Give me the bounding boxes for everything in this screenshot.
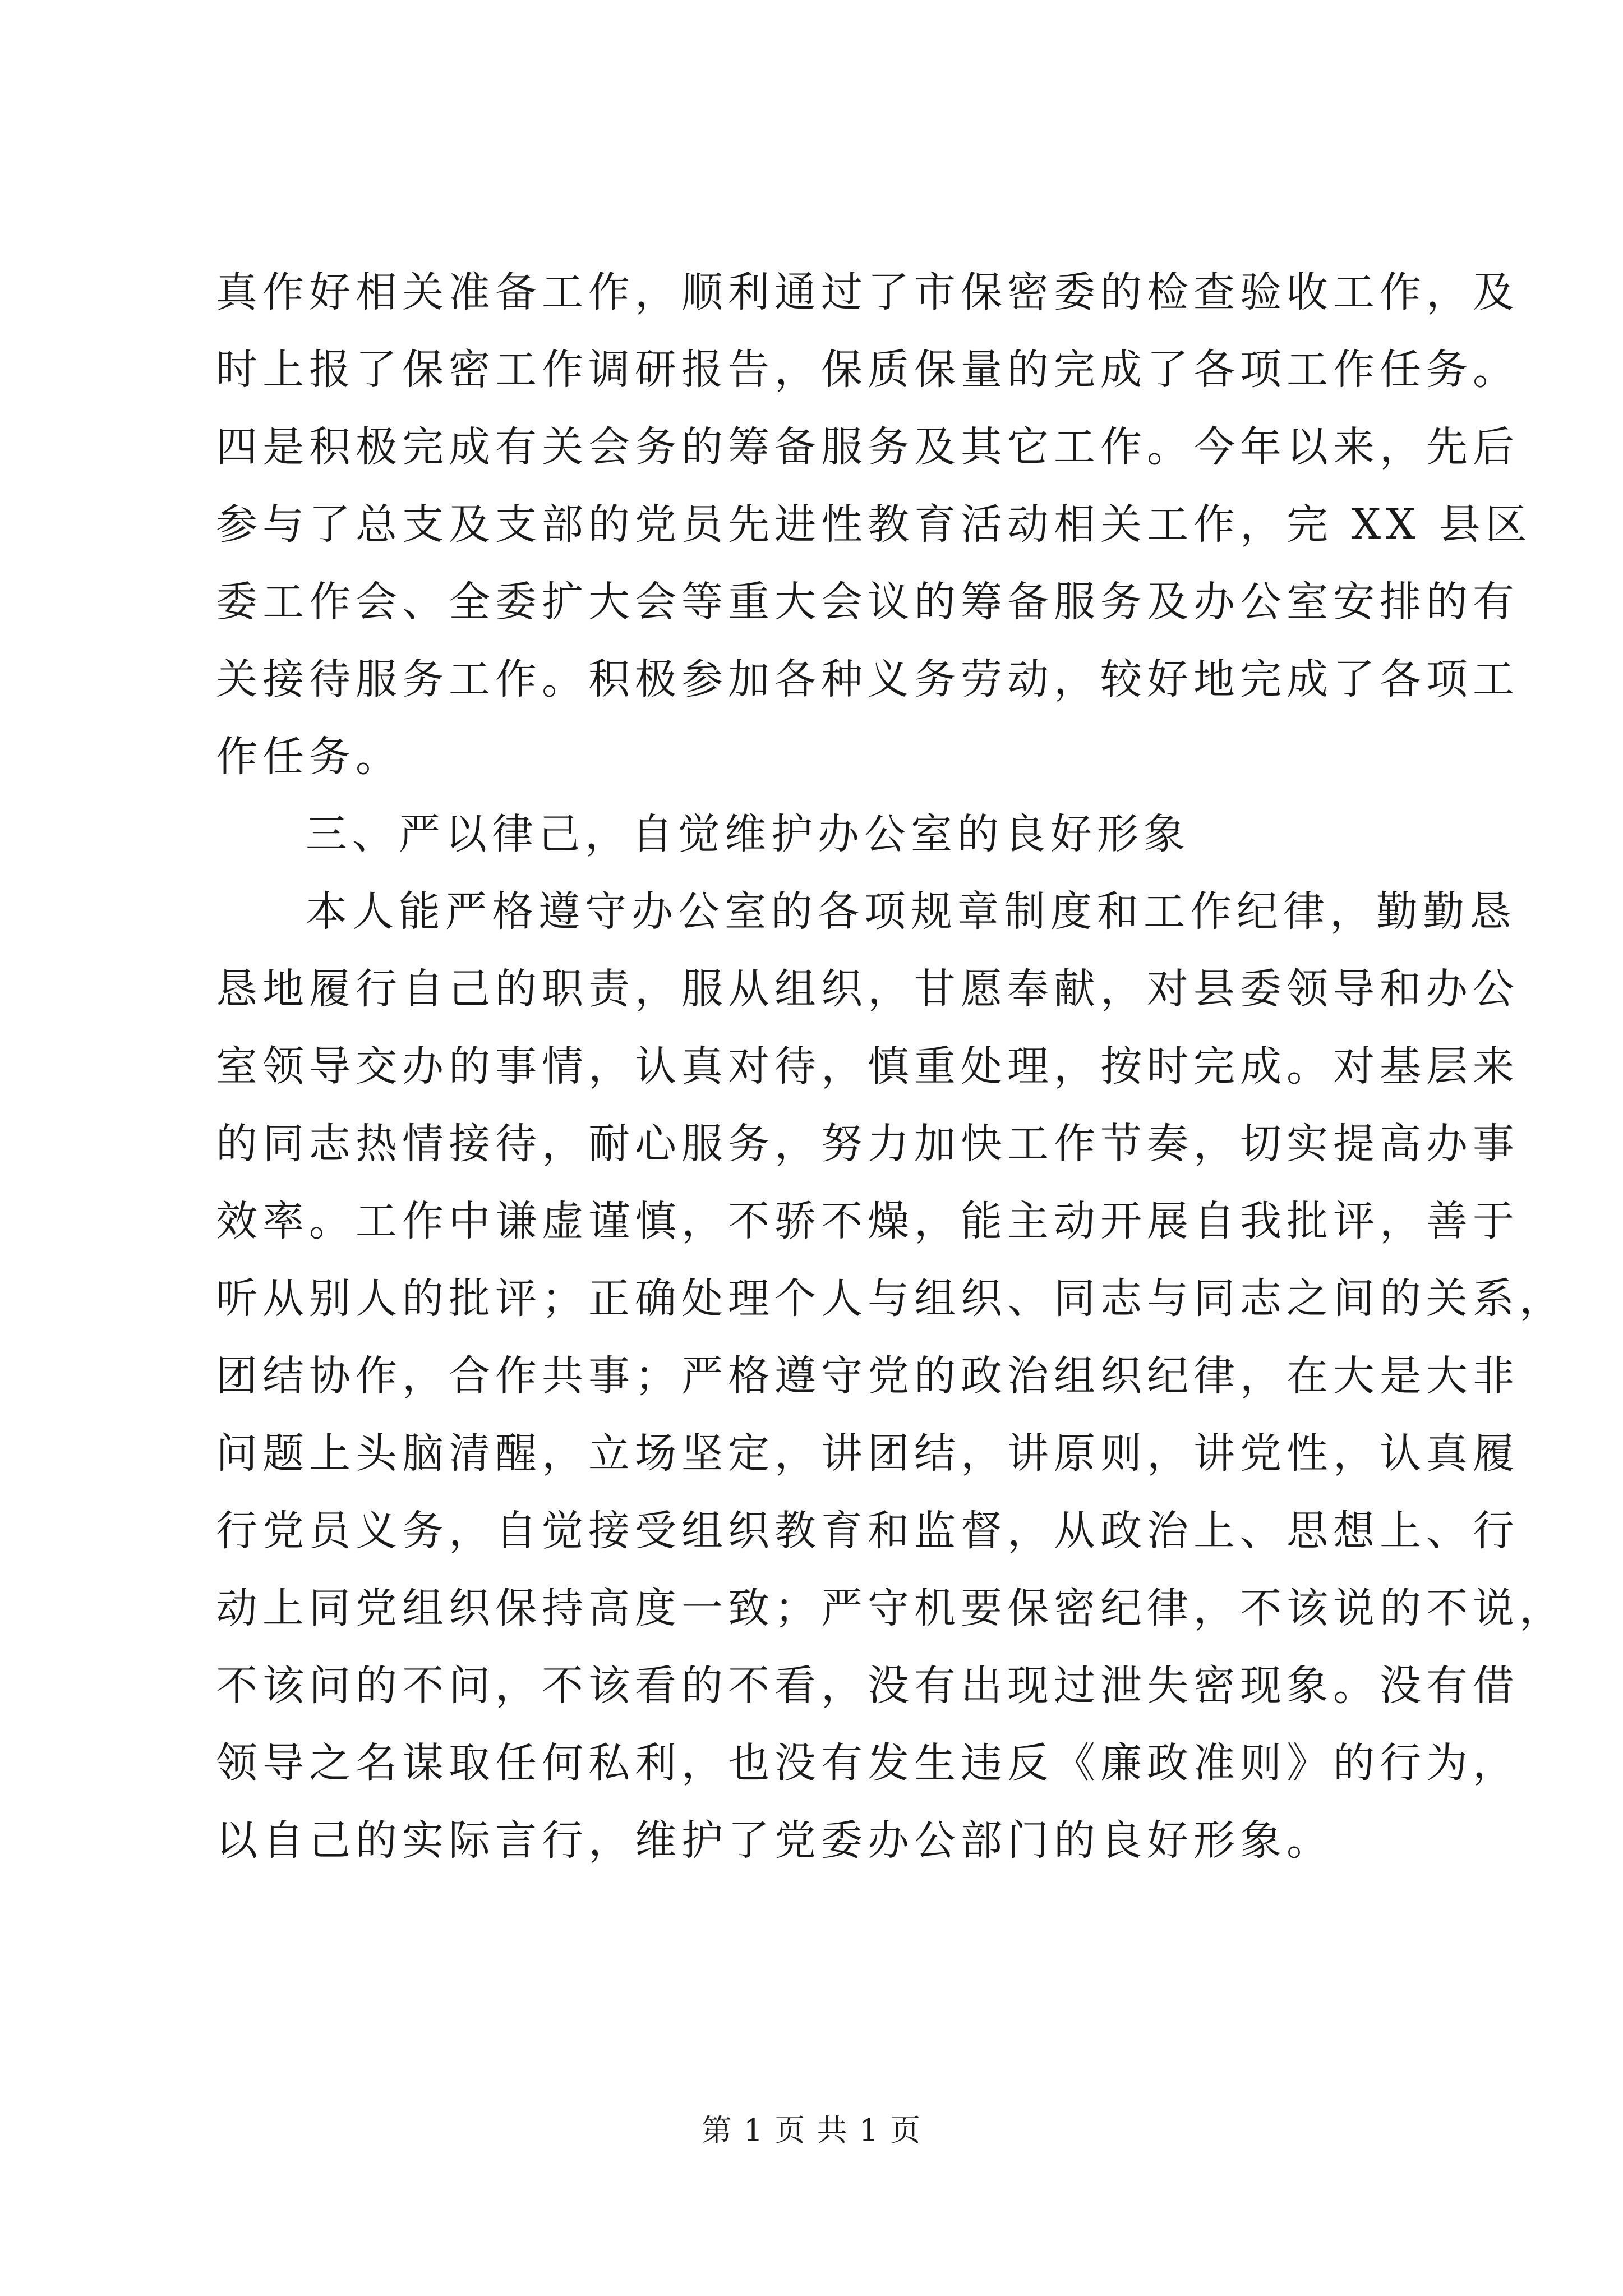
- text-line: 本人能严格遵守办公室的各项规章制度和工作纪律，勤勤恳: [306, 887, 1516, 936]
- text-line: 室领导交办的事情，认真对待，慎重处理，按时完成。对基层来: [216, 1042, 1519, 1091]
- text-line: 的同志热情接待，耐心服务，努力加快工作节奏，切实提高办事: [216, 1120, 1519, 1168]
- section-heading: 三、严以律己，自觉维护办公室的良好形象: [306, 810, 1190, 858]
- text-line: 问题上头脑清醒，立场坚定，讲团结，讲原则，讲党性，认真履: [216, 1429, 1519, 1478]
- page-number-footer: 第 1 页 共 1 页: [701, 2113, 922, 2148]
- document-body: [216, 254, 1566, 1879]
- text-line: 真作好相关准备工作，顺利通过了市保密委的检查验收工作，及: [216, 268, 1519, 316]
- text-line: 恳地履行自己的职责，服从组织，甘愿奉献，对县委领导和办公: [216, 965, 1519, 1013]
- text-line: 效率。工作中谦虚谨慎，不骄不燥，能主动开展自我批评，善于: [216, 1197, 1519, 1245]
- paragraph-self-discipline: [216, 873, 1566, 1879]
- text-line: 委工作会、全委扩大会等重大会议的筹备服务及办公室安排的有: [216, 578, 1519, 626]
- paragraph-work-tasks: [216, 254, 1532, 795]
- text-line: 听从别人的批评；正确处理个人与组织、同志与同志之间的关系，: [216, 1274, 1566, 1323]
- text-line: 四是积极完成有关会务的筹备服务及其它工作。今年以来，先后: [216, 423, 1519, 471]
- text-line: 时上报了保密工作调研报告，保质保量的完成了各项工作任务。: [216, 346, 1519, 394]
- text-line: 团结协作，合作共事；严格遵守党的政治组织纪律，在大是大非: [216, 1352, 1519, 1400]
- text-line: 动上同党组织保持高度一致；严守机要保密纪律，不该说的不说，: [216, 1584, 1566, 1632]
- text-line: 行党员义务，自觉接受组织教育和监督，从政治上、思想上、行: [216, 1507, 1519, 1555]
- text-line: 参与了总支及支部的党员先进性教育活动相关工作，完 XX 县区: [216, 500, 1532, 549]
- text-line: 不该问的不问，不该看的不看，没有出现过泄失密现象。没有借: [216, 1662, 1519, 1710]
- text-line: 作任务。: [216, 733, 402, 781]
- text-line: 关接待服务工作。积极参加各种义务劳动，较好地完成了各项工: [216, 655, 1519, 703]
- text-line: 领导之名谋取任何私利，也没有发生违反《廉政准则》的行为，: [216, 1739, 1519, 1787]
- text-line: 以自己的实际言行，维护了党委办公部门的良好形象。: [216, 1816, 1333, 1865]
